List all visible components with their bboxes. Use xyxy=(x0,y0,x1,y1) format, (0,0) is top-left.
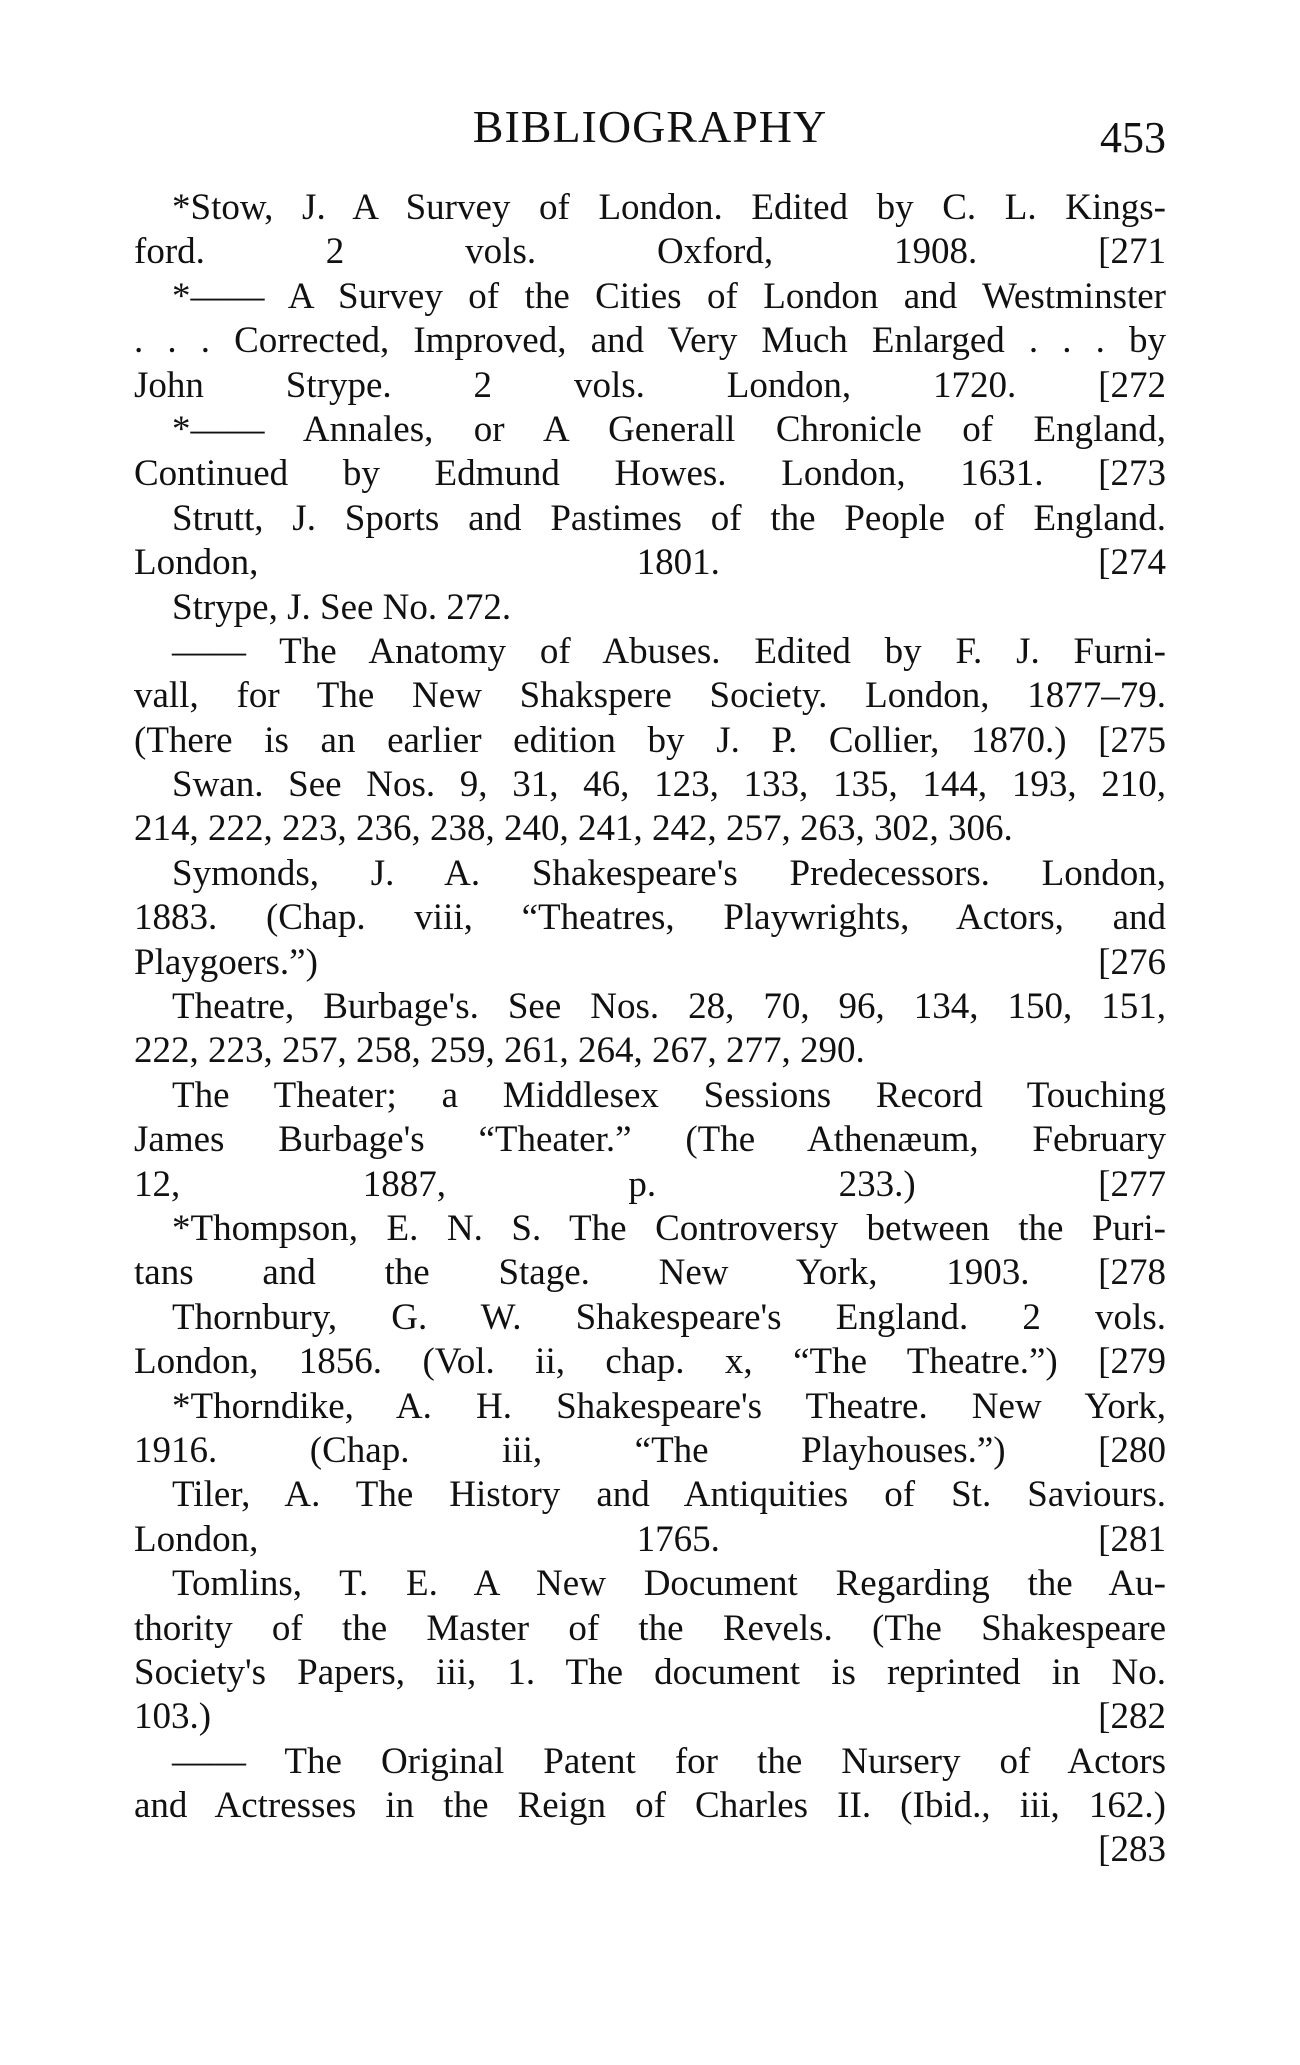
text-line: James Burbage's “Theater.” (The Athenæum, February xyxy=(134,1119,1166,1161)
text-line: London, 1801. [274 xyxy=(134,542,1166,584)
text-line: John Strype. 2 vols. London, 1720. [272 xyxy=(134,364,1166,406)
text-line: Strype, J. See No. 272. xyxy=(172,586,512,628)
text-line: (There is an earlier edition by J. P. Collier, 1870.) [275 xyxy=(134,719,1166,761)
page-header xyxy=(134,100,1166,160)
text-line: *Thorndike, A. H. Shakespeare's Theatre. New York, xyxy=(172,1385,1166,1427)
page-number: 453 xyxy=(1100,113,1166,162)
text-line: and Actresses in the Reign of Charles II. (Ibid., iii, 162.) xyxy=(134,1785,1166,1827)
text-line: Continued by Edmund Howes. London, 1631. [273 xyxy=(134,453,1166,495)
text-line: 12, 1887, p. 233.) [277 xyxy=(134,1163,1166,1205)
text-line: vall, for The New Shakspere Society. London, 1877–79. xyxy=(134,675,1166,717)
text-line: Swan. See Nos. 9, 31, 46, 123, 133, 135, 144, 193, 210, xyxy=(172,764,1166,806)
text-line: 1916. (Chap. iii, “The Playhouses.”) [280 xyxy=(134,1429,1166,1471)
text-line: —— The Original Patent for the Nursery of Actors xyxy=(172,1740,1166,1782)
text-line: 222, 223, 257, 258, 259, 261, 264, 267, 277, 290. xyxy=(134,1030,865,1072)
text-line: . . . Corrected, Improved, and Very Much Enlarged . . . by xyxy=(134,320,1166,362)
text-line: *—— A Survey of the Cities of London and Westminster xyxy=(172,275,1166,317)
text-line: [283 xyxy=(1098,1829,1166,1871)
text-line: tans and the Stage. New York, 1903. [278 xyxy=(134,1252,1166,1294)
text-line: *—— Annales, or A Generall Chronicle of England, xyxy=(172,408,1166,450)
text-line: 214, 222, 223, 236, 238, 240, 241, 242, 257, 263, 302, 306. xyxy=(134,808,1013,850)
text-line: London, 1765. [281 xyxy=(134,1518,1166,1560)
text-line: London, 1856. (Vol. ii, chap. x, “The Theatre.”) [279 xyxy=(134,1341,1166,1383)
text-line: *Stow, J. A Survey of London. Edited by C. L. Kings- xyxy=(172,187,1166,228)
text-line: *Thompson, E. N. S. The Controversy between the Puri- xyxy=(172,1207,1166,1249)
text-line: 1883. (Chap. viii, “Theatres, Playwrights, Actors, and xyxy=(134,897,1166,939)
text-line: Theatre, Burbage's. See Nos. 28, 70, 96, 134, 150, 151, xyxy=(172,986,1166,1028)
text-line: Tiler, A. The History and Antiquities of St. Saviours. xyxy=(172,1474,1166,1516)
text-line: Strutt, J. Sports and Pastimes of the People of England. xyxy=(172,497,1166,539)
page-title: BIBLIOGRAPHY xyxy=(472,101,828,152)
text-line: —— The Anatomy of Abuses. Edited by F. J. Furni- xyxy=(172,630,1166,672)
text-line: Symonds, J. A. Shakespeare's Predecessors. London, xyxy=(172,852,1166,894)
text-line: Society's Papers, iii, 1. The document is reprinted in No. xyxy=(134,1651,1166,1693)
text-line: The Theater; a Middlesex Sessions Record Touching xyxy=(172,1074,1166,1116)
text-line: Playgoers.”) [276 xyxy=(134,941,1166,983)
text-line: Thornbury, G. W. Shakespeare's England. 2 vols. xyxy=(172,1296,1166,1338)
text-line: 103.) [282 xyxy=(134,1696,1166,1738)
text-line: Tomlins, T. E. A New Document Regarding the Au- xyxy=(172,1563,1166,1605)
text-line: thority of the Master of the Revels. (The Shakespeare xyxy=(134,1607,1166,1649)
text-line: ford. 2 vols. Oxford, 1908. [271 xyxy=(134,231,1166,273)
bibliography-entries xyxy=(134,186,1166,1873)
